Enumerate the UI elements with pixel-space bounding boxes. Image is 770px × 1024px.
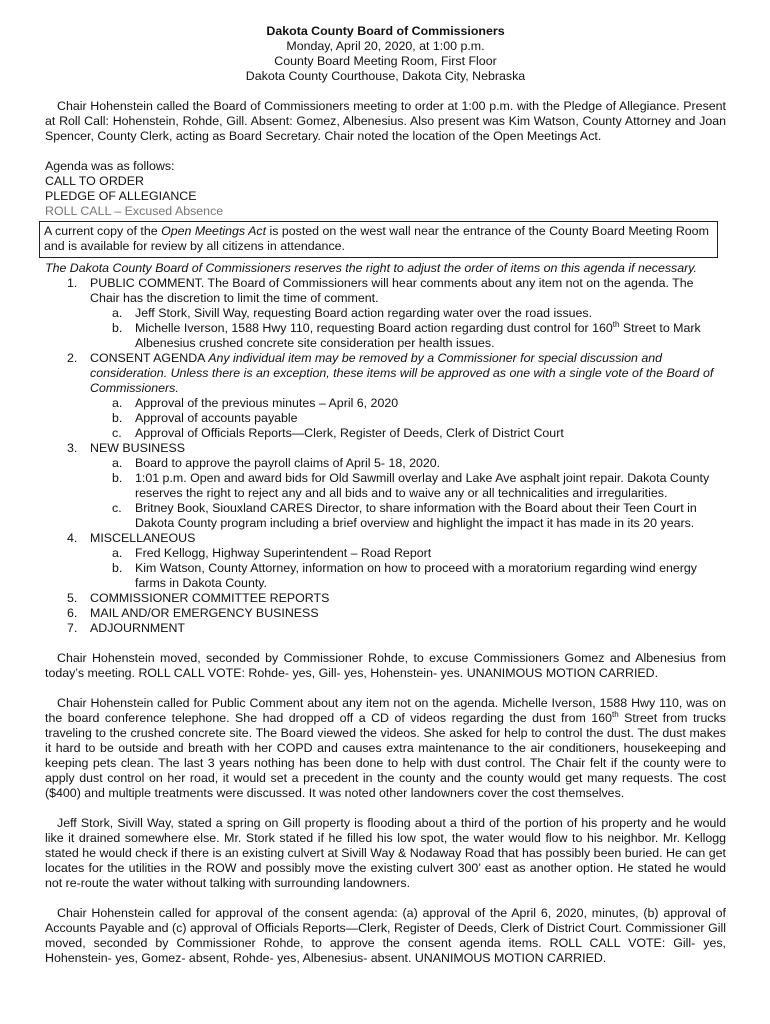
agenda-sublist: [90, 306, 726, 351]
agenda-subitem: c. Approval of Officials Reports—Clerk, Register of Deeds, Clerk of District Court: [112, 426, 564, 440]
document-header: [45, 24, 726, 84]
agenda-section: [45, 159, 726, 636]
agenda-sublist: [90, 456, 726, 531]
agenda-lead: Agenda was as follows:: [45, 159, 175, 173]
agenda-subitem: a. Approval of the previous minutes – April 6, 2020: [112, 396, 399, 410]
agenda-item: 4. MISCELLANEOUS a. Fred Kellogg, Highway Superintendent – Road Report b. Kim Watson, County Attorney, information on how to proceed with a moratorium regarding wind energy farms in Dakota County.: [45, 531, 726, 591]
intro-paragraph: Chair Hohenstein called the Board of Commissioners meeting to order at 1:00 p.m. with the Pledge of Allegiance. Present at Roll Call: Hohenstein, Rohde, Gill. Absent: Gomez, Albenesius. Also present was Kim Watson, County Attorney and Joan Spencer, County Clerk, acting as Board Secretary. Chair noted the location of the Open Meetings Act.: [45, 99, 726, 143]
agenda-subitem: b. Kim Watson, County Attorney, information on how to proceed with a moratorium regarding wind energy farms in Dakota County.: [112, 561, 697, 590]
agenda-subitem: a. Jeff Stork, Sivill Way, requesting Board action regarding water over the road issues.: [112, 306, 593, 320]
agenda-roll-call: ROLL CALL – Excused Absence: [45, 204, 224, 218]
agenda-list: [45, 276, 726, 636]
minutes-page: [45, 24, 726, 966]
agenda-reserve-statement: The Dakota County Board of Commissioners reserves the right to adjust the order of items on this agenda if necessary.: [45, 261, 697, 275]
agenda-item: 2. CONSENT AGENDA Any individual item may be removed by a Commissioner for special discussion and consideration. Unless there is an exception, these items will be approved as one with a single vote of the Board of Commissioners. a. Approval of the previous minutes – April 6, 2020 b. Approval of accounts payable c. Approval of Officials Reports—Clerk, Register of Deeds, Clerk of District Court: [45, 351, 726, 441]
agenda-item: 6. MAIL AND/OR EMERGENCY BUSINESS: [67, 606, 319, 620]
document-title: Dakota County Board of Commissioners: [266, 24, 505, 38]
agenda-item: 7. ADJOURNMENT: [67, 621, 185, 635]
consent-agenda-paragraph: Chair Hohenstein called for approval of the consent agenda: (a) approval of the April 6, 2020, minutes, (b) approval of Accounts Payable and (c) approval of Officials Reports—Clerk, Register of Deeds, Clerk of District Court. Commissioner Gill moved, seconded by Commissioner Rohde, to approve the consent agenda items. ROLL CALL VOTE: Gill- yes, Hohenstein- yes, Gomez- absent, Rohde- yes, Albenesius- absent. UNANIMOUS MOTION CARRIED.: [45, 906, 726, 965]
agenda-sublist: [90, 396, 726, 441]
meeting-place: Dakota County Courthouse, Dakota City, Nebraska: [245, 69, 526, 83]
meeting-room: County Board Meeting Room, First Floor: [274, 54, 497, 68]
agenda-subitem: c. Britney Book, Siouxland CARES Director, to share information with the Board about their Teen Court in Dakota County program including a brief overview and highlight the impact it has made in its 20 years.: [112, 501, 697, 530]
agenda-subitem: a. Board to approve the payroll claims of April 5- 18, 2020.: [112, 456, 441, 470]
agenda-item: 5. COMMISSIONER COMMITTEE REPORTS: [67, 591, 330, 605]
excuse-motion-paragraph: Chair Hohenstein moved, seconded by Commissioner Rohde, to excuse Commissioners Gomez and Albenesius from today’s meeting. ROLL CALL VOTE: Rohde- yes, Gill- yes, Hohenstein- yes. UNANIMOUS MOTION CARRIED.: [45, 651, 726, 680]
stork-comment-paragraph: Jeff Stork, Sivill Way, stated a spring on Gill property is flooding about a third of the portion of his property and he would like it drained somewhere else. Mr. Stork stated if he filled his low spot, the water would flow to his neighbor. Mr. Kellogg stated he would check if there is an existing culvert at Sivill Way & Nodaway Road that has possibly been buried. He can get locates for the utilities in the ROW and possibly move the existing culvert 300’ east as another option. He stated he would not re-route the water without talking with surrounding landowners.: [45, 816, 726, 890]
agenda-subitem: b. 1:01 p.m. Open and award bids for Old Sawmill overlay and Lake Ave asphalt joint repair. Dakota County reserves the right to reject any and all bids and to waive any or all technicalities and irregularities.: [112, 471, 710, 500]
agenda-subitem: b. Approval of accounts payable: [112, 411, 298, 425]
agenda-subitem: a. Fred Kellogg, Highway Superintendent – Road Report: [112, 546, 432, 560]
open-meetings-notice: A current copy of the Open Meetings Act is posted on the west wall near the entrance of the County Board Meeting Room and is available for review by all citizens in attendance.: [39, 221, 718, 258]
agenda-sublist: [90, 546, 726, 591]
agenda-pledge: PLEDGE OF ALLEGIANCE: [45, 189, 197, 203]
open-meetings-act-title: Open Meetings Act: [161, 224, 267, 238]
agenda-item: 1. PUBLIC COMMENT. The Board of Commissioners will hear comments about any item not on the agenda. The Chair has the discretion to limit the time of comment. a. Jeff Stork, Sivill Way, requesting Board action regarding water over the road issues. b. Michelle Iverson, 1588 Hwy 110, requesting Board action regarding dust control for 160th Street to Mark Albenesius crushed concrete site consideration per health issues.: [45, 276, 726, 351]
agenda-call-to-order: CALL TO ORDER: [45, 174, 144, 188]
meeting-date: Monday, April 20, 2020, at 1:00 p.m.: [286, 39, 485, 53]
agenda-item: 3. NEW BUSINESS a. Board to approve the payroll claims of April 5- 18, 2020. b. 1:01 p.m. Open and award bids for Old Sawmill overlay and Lake Ave asphalt joint repair. Dakota County reserves the right to reject any and all bids and to waive any or all technicalities and irregularities. c. Britney Book, Siouxland CARES Director, to share information with the Board about their Teen Court in Dakota County program including a brief overview and highlight the impact it has made in its 20 years.: [45, 441, 726, 531]
agenda-subitem: b. Michelle Iverson, 1588 Hwy 110, requesting Board action regarding dust control for 160th Street to Mark Albenesius crushed concrete site consideration per health issues.: [112, 319, 701, 350]
public-comment-paragraph: Chair Hohenstein called for Public Comment about any item not on the agenda. Michelle Iverson, 1588 Hwy 110, was on the board conference telephone. She had dropped off a CD of videos regarding the dust from 160th Street from trucks traveling to the crushed concrete site. The Board viewed the videos. She asked for help to control the dust. The dust makes it hard to be outside and breath with her COPD and causes extra maintenance to the air conditioners, housekeeping and keeping pets clean. The last 3 years nothing has been done to help with dust control. The Chair felt if the county were to apply dust control on her road, it would set a precedent in the county and the county would get many requests. The cost ($400) and multiple treatments were discussed. It was noted other landowners cover the cost themselves.: [45, 696, 726, 800]
